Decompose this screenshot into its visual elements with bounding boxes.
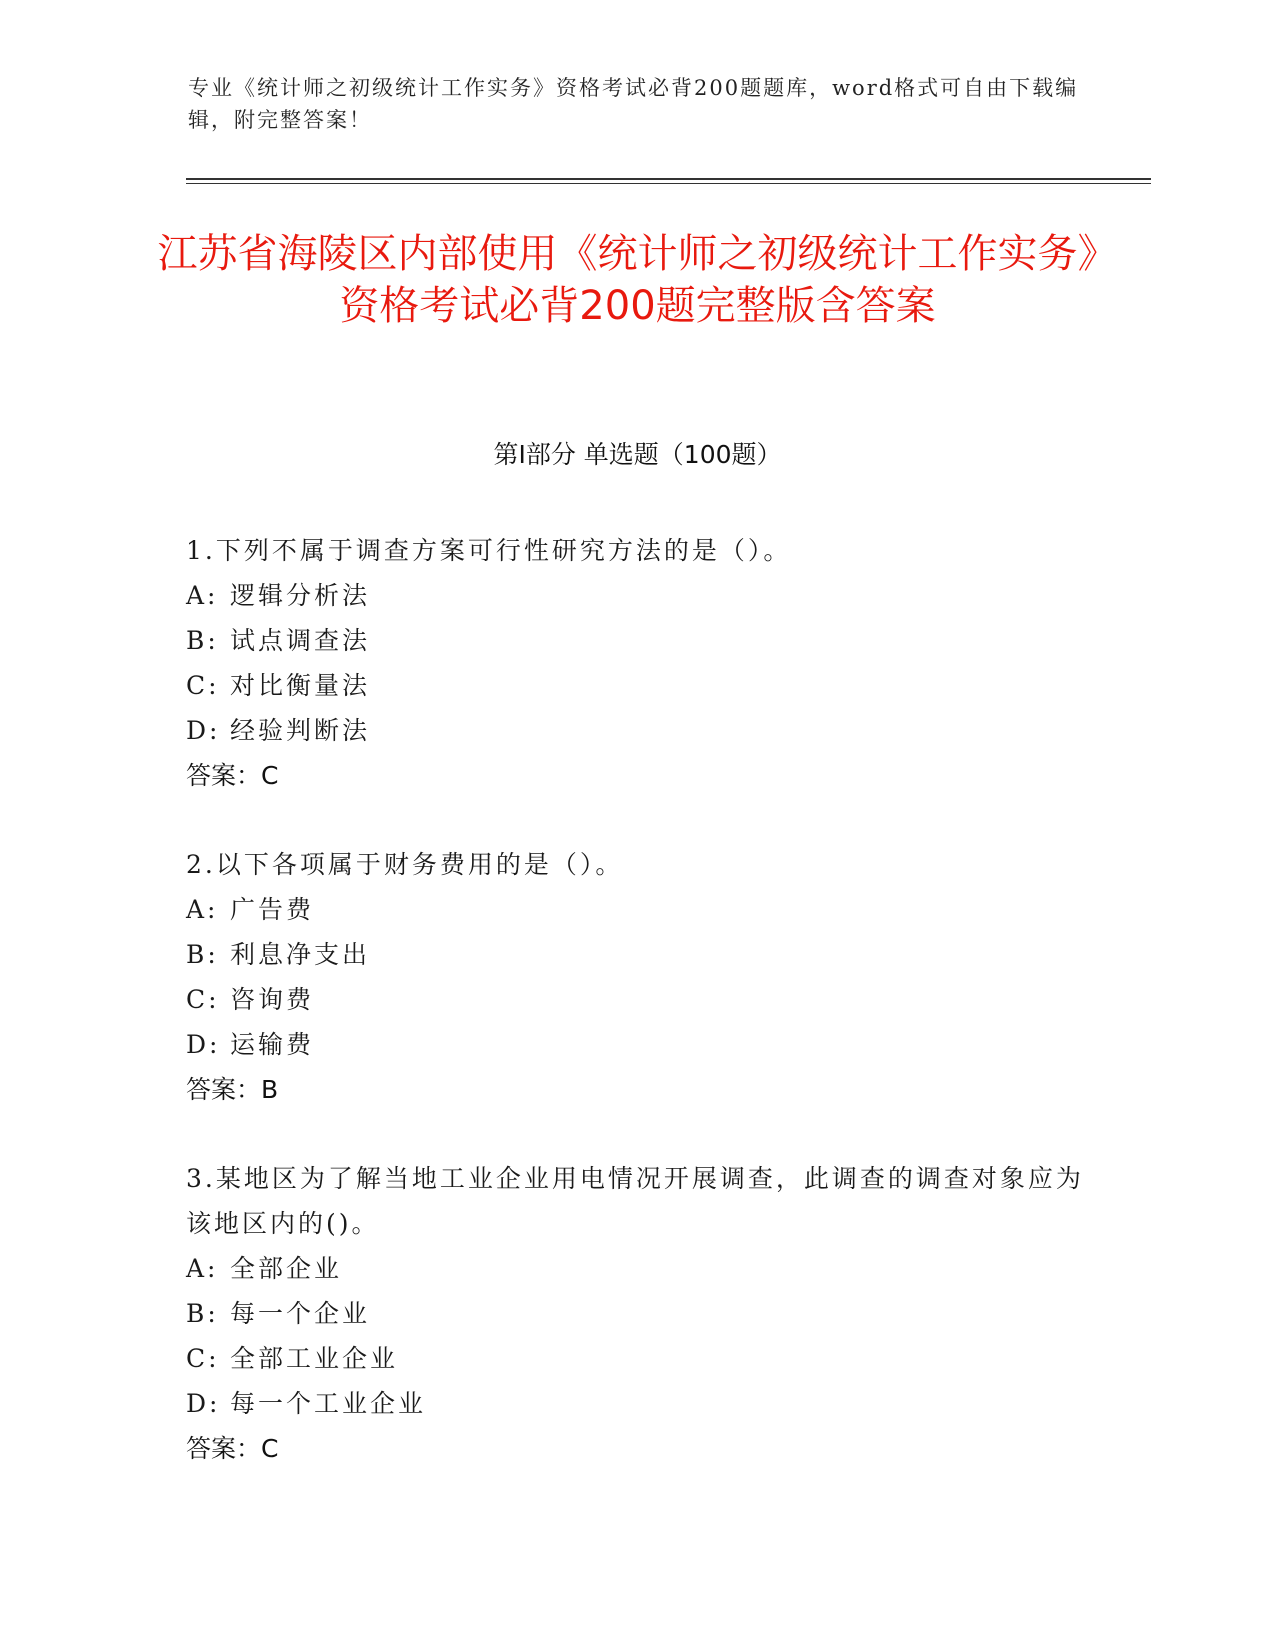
option-text: 广告费 xyxy=(230,895,315,924)
header-note: 专业《统计师之初级统计工作实务》资格考试必背200题题库，word格式可自由下载编辑，附完整答案！ xyxy=(188,76,1079,132)
question-stem: 1.下列不属于调查方案可行性研究方法的是（）。 xyxy=(186,536,792,565)
option-text: 咨询费 xyxy=(230,985,315,1014)
option-c xyxy=(186,977,1086,1022)
option-b xyxy=(186,618,1086,663)
option-text: 全部企业 xyxy=(230,1254,343,1283)
option-letter: B: xyxy=(186,626,219,655)
option-letter: B: xyxy=(186,1299,219,1328)
question-stem: 2.以下各项属于财务费用的是（）。 xyxy=(186,850,624,879)
option-b xyxy=(186,1291,1086,1336)
option-letter: C: xyxy=(186,1344,220,1373)
section-title: 第Ⅰ部分 单选题（100题） xyxy=(493,440,782,469)
question-1 xyxy=(186,528,1086,798)
answer-line: 答案：C xyxy=(186,1434,279,1463)
option-text: 经验判断法 xyxy=(230,716,371,745)
option-a xyxy=(186,1246,1086,1291)
option-letter: A: xyxy=(186,1254,219,1283)
option-text: 逻辑分析法 xyxy=(230,581,371,610)
question-3 xyxy=(186,1156,1086,1471)
option-letter: A: xyxy=(186,581,219,610)
option-d xyxy=(186,708,1086,753)
option-letter: A: xyxy=(186,895,219,924)
option-text: 对比衡量法 xyxy=(230,671,371,700)
option-c xyxy=(186,1336,1086,1381)
answer-line: 答案：B xyxy=(186,1075,279,1104)
question-stem: 3.某地区为了解当地工业企业用电情况开展调查，此调查的调查对象应为该地区内的()。 xyxy=(186,1164,1084,1238)
option-a xyxy=(186,887,1086,932)
option-c xyxy=(186,663,1086,708)
option-d xyxy=(186,1381,1086,1426)
option-text: 每一个企业 xyxy=(230,1299,371,1328)
option-text: 试点调查法 xyxy=(230,626,371,655)
question-list xyxy=(186,528,1086,1515)
header-divider xyxy=(186,178,1151,184)
option-d xyxy=(186,1022,1086,1067)
option-text: 每一个工业企业 xyxy=(230,1389,427,1418)
option-letter: D: xyxy=(186,1389,221,1418)
option-letter: D: xyxy=(186,1030,221,1059)
option-letter: B: xyxy=(186,940,219,969)
document-title: 江苏省海陵区内部使用《统计师之初级统计工作实务》资格考试必背200题完整版含答案 xyxy=(157,231,1118,329)
option-text: 利息净支出 xyxy=(230,940,371,969)
option-a xyxy=(186,573,1086,618)
option-letter: C: xyxy=(186,671,220,700)
option-b xyxy=(186,932,1086,977)
answer-line: 答案：C xyxy=(186,761,279,790)
option-text: 全部工业企业 xyxy=(230,1344,399,1373)
option-text: 运输费 xyxy=(230,1030,315,1059)
question-2 xyxy=(186,842,1086,1112)
option-letter: D: xyxy=(186,716,221,745)
option-letter: C: xyxy=(186,985,220,1014)
